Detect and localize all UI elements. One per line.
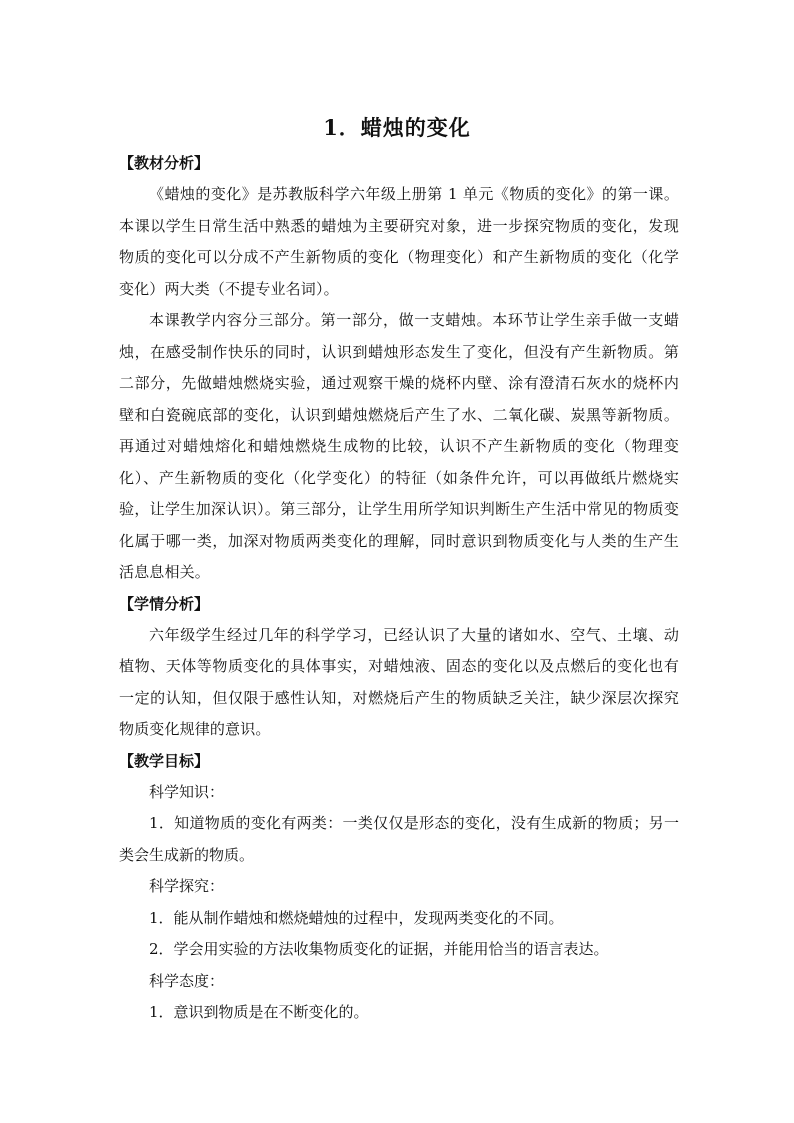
subheading-science-inquiry: 科学探究：: [149, 877, 225, 895]
section-heading-teaching-goals: 【教学目标】: [119, 751, 210, 770]
paragraph: 本课教学内容分三部分。第一部分，做一支蜡烛。本环节让学生亲手做一支蜡烛，在感受制作快乐的同时，认识到蜡烛形态发生了变化，但没有产生新物质。第二部分，先做蜡烛燃烧实验，通过观察干燥的烧杯内壁、涂有澄清石灰水的烧杯内壁和白瓷碗底部的变化，认识到蜡烛燃烧后产生了水、二氧化碳、炭黑等新物质。再通过对蜡烛熔化和蜡烛燃烧生成物的比较，认识不产生新物质的变化（物理变化）、产生新物质的变化（化学变化）的特征（如条件允许，可以再做纸片燃烧实验，让学生加深认识）。第三部分，让学生用所学知识判断生产生活中常见的物质变化属于哪一类，加深对物质两类变化的理解，同时意识到物质变化与人类的生产生活息息相关。: [119, 311, 679, 581]
goal-item: 1．能从制作蜡烛和燃烧蜡烛的过程中，发现两类变化的不同。: [149, 908, 564, 927]
page-title: 1．蜡烛的变化: [323, 115, 471, 140]
subheading-science-attitude: 科学态度：: [149, 971, 225, 990]
paragraph: 《蜡烛的变化》是苏教版科学六年级上册第 1 单元《物质的变化》的第一课。本课以学生日常生活中熟悉的蜡烛为主要研究对象，进一步探究物质的变化，发现物质的变化可以分成不产生新物质的变化（物理变化）和产生新物质的变化（化学变化）两大类（不提专业名词）。: [119, 185, 679, 298]
section-heading-textbook-analysis: 【教材分析】: [119, 154, 210, 172]
goal-item: 1．知道物质的变化有两类：一类仅仅是形态的变化，没有生成新的物质；另一类会生成新的物质。: [119, 814, 679, 864]
subheading-science-knowledge: 科学知识：: [149, 782, 225, 801]
section-heading-student-analysis: 【学情分析】: [119, 594, 210, 613]
paragraph: 六年级学生经过几年的科学学习，已经认识了大量的诸如水、空气、土壤、动植物、天体等物质变化的具体事实，对蜡烛液、固态的变化以及点燃后的变化也有一定的认知，但仅限于感性认知，对燃烧后产生的物质缺乏关注，缺少深层次探究物质变化规律的意识。: [119, 625, 679, 738]
goal-item: 2．学会用实验的方法收集物质变化的证据，并能用恰当的语言表达。: [149, 940, 609, 958]
document-body: [119, 148, 679, 1029]
goal-item: 1．意识到物质是在不断变化的。: [149, 1003, 369, 1021]
